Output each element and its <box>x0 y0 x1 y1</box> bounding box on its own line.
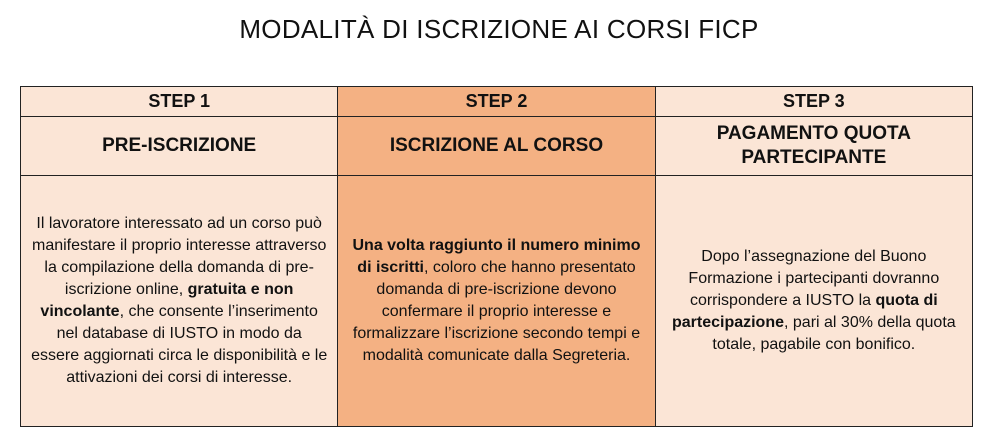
step-3-phase <box>655 117 972 176</box>
step-2-phase: ISCRIZIONE AL CORSO <box>338 117 655 176</box>
step-2-highlight: Una volta raggiunto il numero minimo di iscritti <box>352 237 641 276</box>
step-2-description: Una volta raggiunto il numero minimo di iscritti, coloro che hanno presentato domanda di pre-iscrizione devono confermare il proprio interesse e formalizzare l’iscrizione secondo tempi e modalità comunicate dalla Segreteria. <box>338 176 655 427</box>
page-title: MODALITÀ DI ISCRIZIONE AI CORSI FICP <box>239 14 759 44</box>
step-1-phase: PRE-ISCRIZIONE <box>21 117 338 176</box>
step-1-highlight: gratuita e non vincolante <box>40 281 294 320</box>
step-1-description: Il lavoratore interessato ad un corso può manifestare il proprio interesse attraverso la compilazione della domanda di pre-iscrizione online, gratuita e non vincolante, che consente l’inserimento nel database di IUSTO in modo da essere aggiornati circa le disponibilità e le attivazioni dei corsi di interesse. <box>21 176 338 427</box>
enrollment-steps-table <box>20 86 973 427</box>
step-3-phase-text: PAGAMENTO QUOTA PARTECIPANTE <box>716 123 911 168</box>
step-3-header: STEP 3 <box>655 87 972 117</box>
step-2-header: STEP 2 <box>338 87 655 117</box>
step-3-description: Dopo l’assegnazione del Buono Formazione i partecipanti dovranno corrispondere a IUSTO la quota di partecipazione, pari al 30% della quota totale, pagabile con bonifico. <box>655 176 972 427</box>
step-1-header: STEP 1 <box>21 87 338 117</box>
description-row <box>21 176 973 427</box>
phase-row <box>21 117 973 176</box>
step-3-highlight: quota di partecipazione <box>671 292 938 331</box>
step-row <box>21 87 973 117</box>
